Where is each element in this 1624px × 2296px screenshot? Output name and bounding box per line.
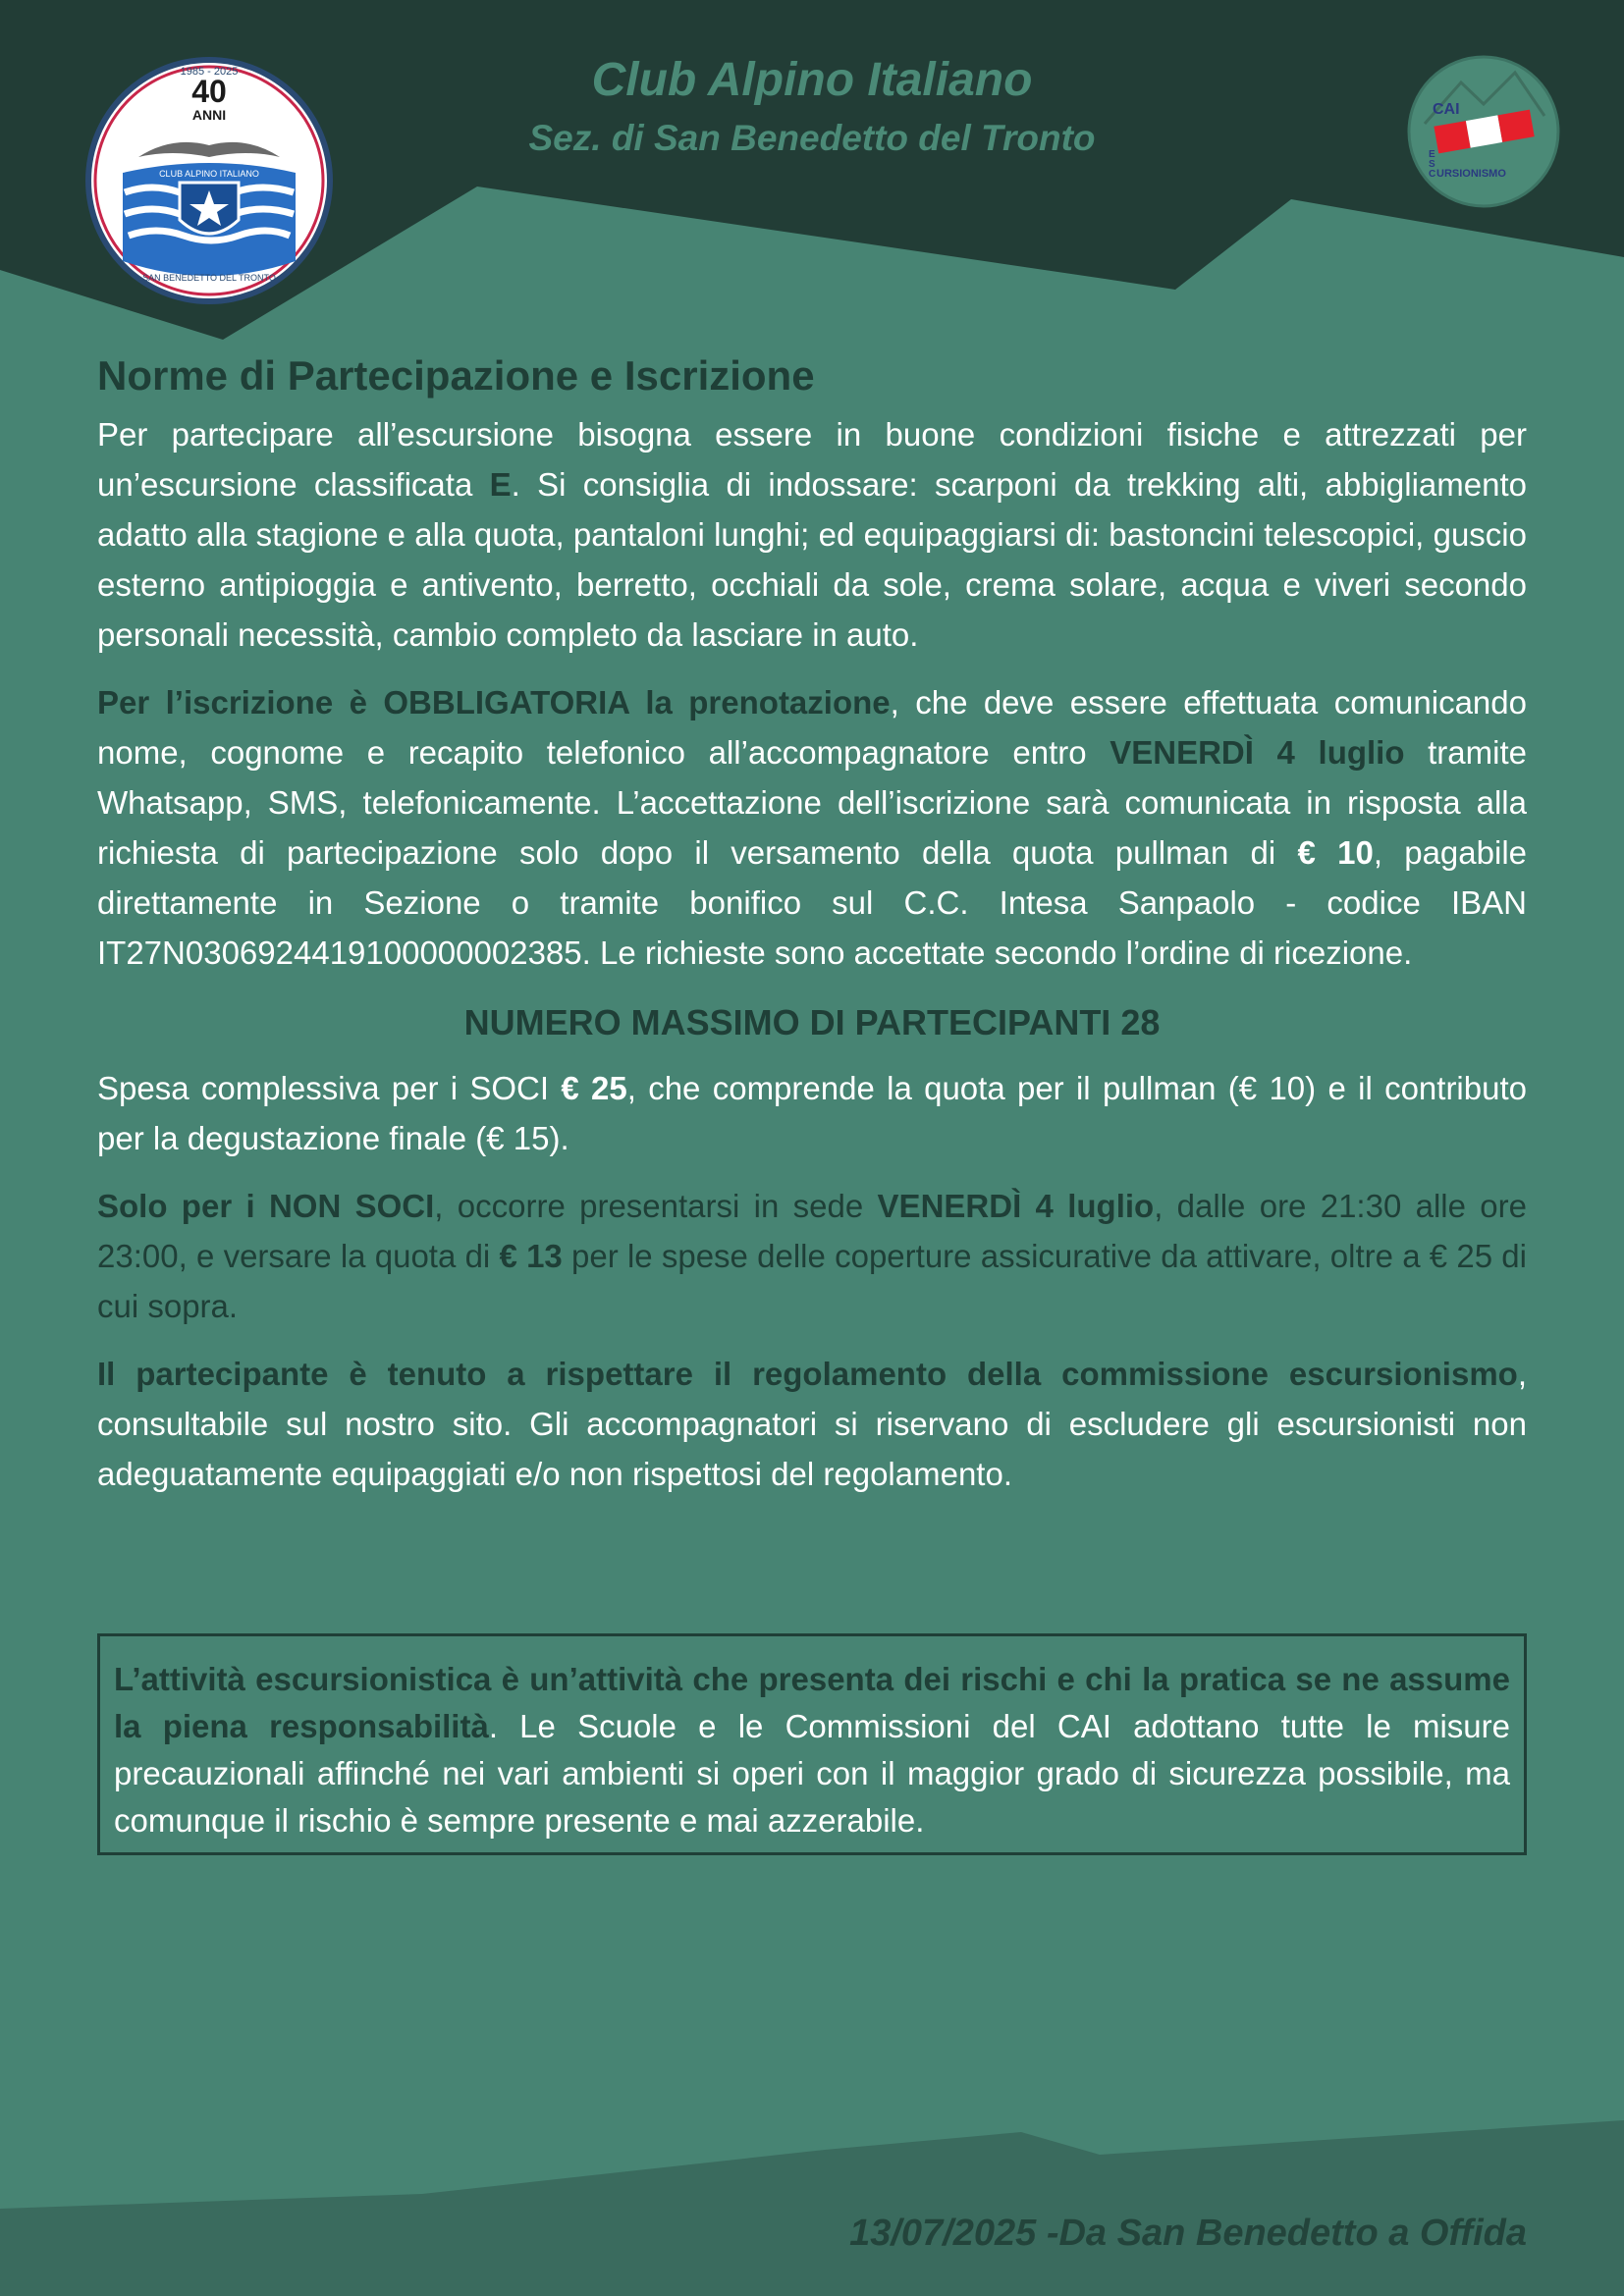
main-content (97, 348, 1527, 1517)
logo-letter-s: S (1429, 159, 1435, 170)
registration-paragraph: Per l’iscrizione è OBBLIGATORIA la prenotazione, che deve essere effettuata comunicando nome, cognome e recapito telefonico all’accompagnatore entro VENERDÌ 4 luglio tramite Whatsapp, SMS, telefonicamente. L’accettazione dell’iscrizione sarà comunicata in risposta alla richiesta di partecipazione solo dopo il versamento della quota pullman di € 10, pagabile direttamente in Sezione o tramite bonifico sul C.C. Intesa Sanpaolo - codice IBAN IT27N0306924419100000002385. Le richieste sono accettate secondo l’ordine di ricezione. (97, 684, 1528, 971)
equipment-paragraph: Per partecipare all’escursione bisogna essere in buone condizioni fisiche e attrezzati per un’escursione classificata E. Si consiglia di indossare: scarponi da trekking alti, abbigliamento adatto alla stagione e alla quota, pantaloni lunghi; ed equipaggiarsi di: bastoncini telescopici, guscio esterno antipioggia e antivento, berretto, occhiali da sole, crema solare, acqua e viveri secondo personali necessità, cambio completo da lasciare in auto. (97, 416, 1527, 653)
rules-paragraph: Il partecipante è tenuto a rispettare il regolamento della commissione escursionismo, consultabile sul nostro sito. Gli accompagnatori si riservano di escludere gli escursionisti non adeguatamente equipaggiati e/o non rispettosi del regolamento. (97, 1356, 1527, 1492)
logo-anni: ANNI (191, 107, 227, 123)
members-cost-paragraph: Spesa complessiva per i SOCI € 25, che comprende la quota per il pullman (€ 10) e il contributo per la degustazione finale (€ 15). (97, 1070, 1527, 1156)
footer-event-date: 13/07/2025 -Da San Benedetto a Offida (849, 2213, 1527, 2254)
club-section: Sez. di San Benedetto del Tronto (528, 118, 1096, 158)
club-name: Club Alpino Italiano (591, 54, 1033, 106)
logo-letter-c: C (1429, 169, 1436, 180)
logo-word: URSIONISMO (1436, 168, 1506, 180)
non-members-paragraph: Solo per i NON SOCI, occorre presentarsi in sede VENERDÌ 4 luglio, dalle ore 21:30 alle ore 23:00, e versare la quota di € 13 per le spese delle coperture assicurative da attivare, oltre a € 25 di cui sopra. (97, 1188, 1527, 1324)
logo-cai: CAI (1433, 101, 1460, 118)
logo-number: 40 (191, 74, 227, 109)
section-title: Norme di Partecipazione e Iscrizione (97, 352, 815, 399)
logo-years: 1985 - 2025 (180, 66, 239, 78)
logo-ribbon: CLUB ALPINO ITALIANO (159, 169, 259, 179)
risk-notice-bold: L’attività escursionistica è un’attività che presenta dei rischi e chi la pratica se ne assume la piena responsabilità (114, 1661, 1510, 1744)
logo-letter-e: E (1429, 149, 1435, 160)
max-participants-heading: NUMERO MASSIMO DI PARTECIPANTI 28 (463, 1002, 1161, 1042)
cai-escursionismo-logo (1407, 55, 1560, 208)
cai-40-anni-logo (83, 55, 335, 306)
difficulty-grade: E (489, 466, 512, 503)
risk-notice-box (97, 1633, 1527, 1855)
logo-bottom: SAN BENEDETTO DEL TRONTO (142, 273, 276, 283)
risk-notice-text: . Le Scuole e le Commissioni del CAI adottano tutte le misure precauzionali affinché nei vari ambienti si operi con il maggior grado di sicurezza possibile, ma comunque il rischio è sempre presente e mai azzerabile. (114, 1708, 1510, 1839)
